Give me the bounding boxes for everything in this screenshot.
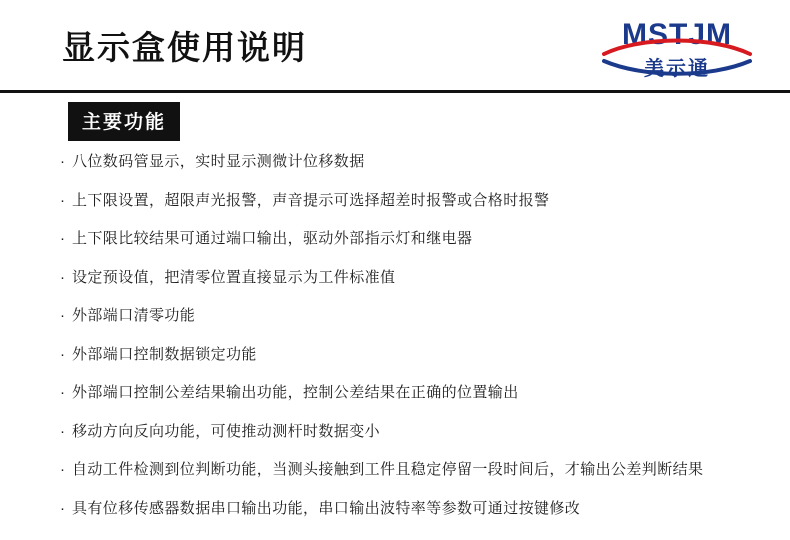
svg-text:美示通: 美示通 xyxy=(644,58,710,80)
bullet-icon: · xyxy=(60,422,66,440)
feature-list xyxy=(60,152,760,537)
list-item xyxy=(60,499,760,519)
list-item-text: 外部端口控制数据锁定功能 xyxy=(72,345,257,363)
bullet-icon: · xyxy=(60,499,66,517)
list-item-text: 具有位移传感器数据串口输出功能，串口输出波特率等参数可通过按键修改 xyxy=(72,499,581,517)
header-divider xyxy=(0,90,790,93)
bullet-icon: · xyxy=(60,191,66,209)
bullet-icon: · xyxy=(60,384,66,401)
list-item xyxy=(60,422,760,442)
section-tag: 主要功能 xyxy=(68,102,180,141)
list-item xyxy=(60,345,760,365)
list-item-text: 上下限比较结果可通过端口输出，驱动外部指示灯和继电器 xyxy=(72,230,473,247)
list-item-text: 外部端口控制公差结果输出功能，控制公差结果在正确的位置输出 xyxy=(72,384,519,401)
svg-text:MSTJM: MSTJM xyxy=(622,18,732,51)
bullet-icon: · xyxy=(60,461,66,478)
list-item xyxy=(60,268,760,288)
bullet-icon: · xyxy=(60,153,66,170)
list-item-text: 移动方向反向功能，可使推动测杆时数据变小 xyxy=(72,422,381,440)
bullet-icon: · xyxy=(60,307,66,324)
list-item-text: 设定预设值，把清零位置直接显示为工件标准值 xyxy=(72,268,396,286)
list-item xyxy=(60,460,760,480)
list-item xyxy=(60,383,760,403)
list-item xyxy=(60,152,760,172)
list-item-text: 上下限设置，超限声光报警，声音提示可选择超差时报警或合格时报警 xyxy=(72,191,550,209)
list-item xyxy=(60,306,760,326)
list-item-text: 自动工件检测到位判断功能，当测头接触到工件且稳定停留一段时间后，才输出公差判断结果 xyxy=(72,461,704,478)
bullet-icon: · xyxy=(60,345,66,363)
list-item-text: 八位数码管显示，实时显示测微计位移数据 xyxy=(72,153,365,170)
page-title: 显示盒使用说明 xyxy=(62,29,307,66)
list-item xyxy=(60,191,760,211)
list-item-text: 外部端口清零功能 xyxy=(72,307,196,324)
document-header xyxy=(0,0,790,92)
bullet-icon: · xyxy=(60,268,66,286)
list-item xyxy=(60,229,760,249)
bullet-icon: · xyxy=(60,230,66,247)
company-logo xyxy=(602,14,752,80)
